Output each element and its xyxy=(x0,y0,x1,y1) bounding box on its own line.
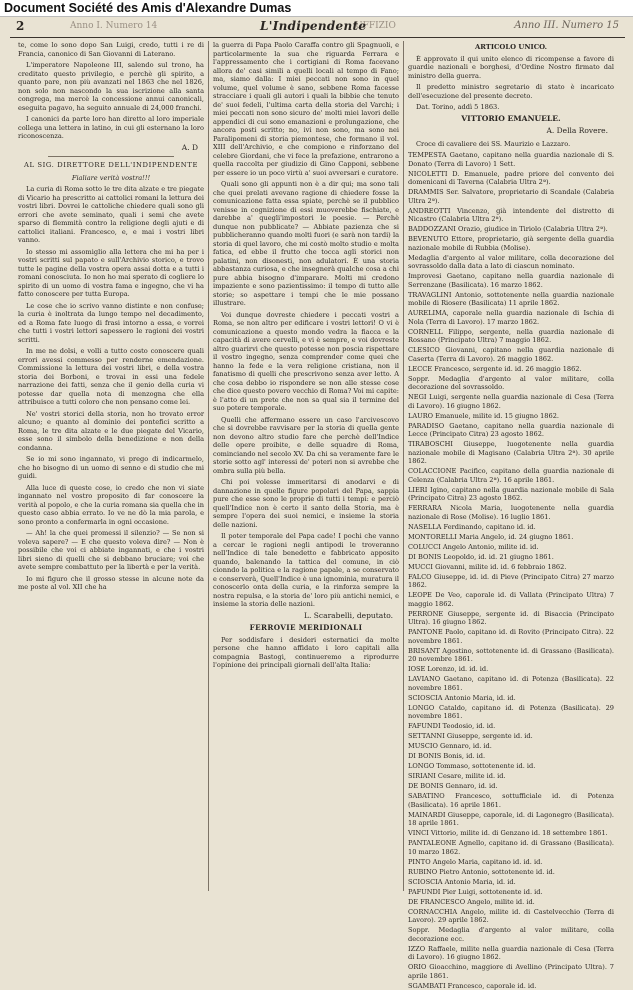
list-item: FAFUNDI Teodosio, id. id. xyxy=(408,722,614,731)
list-item: LONGO Cataldo, capitano id. di Potenza (Basilicata). 29 novembre 1861. xyxy=(408,704,614,721)
list-item: Soppr. Medaglia d'argento al valor militare, colla decorazione ecc. xyxy=(408,926,614,943)
list-item: ORIO Gioacchino, maggiore di Avellino (Principato Ultra). 7 aprile 1861. xyxy=(408,963,614,980)
list-item: LAVIANO Gaetano, capitano id. di Potenza (Basilicata). 22 novembre 1861. xyxy=(408,675,614,692)
list-item: CLESICO Giovanni, capitano nella guardia nazionale di Caserta (Terra di Lavoro). 26 maggio 1862. xyxy=(408,346,614,363)
paragraph: Dat. Torino, addì 5 1863. xyxy=(408,103,614,112)
column-rule xyxy=(403,41,404,891)
list-item: Improvesi Gaetano, capitano nella guardia nazionale di Serrenzane (Basilicata). 16 marzo 1862. xyxy=(408,272,614,289)
list-item: Medaglia d'argento al valor militare, colla decorazione del sovrassoldo dalla data a lato di ciascun nominato. xyxy=(408,254,614,271)
paragraph: In me ne dolsi, e volli a tutto costo conoscere quali errori avessi commesso per renderne emendazione. Commissione la lettura dei vostri libri, e della vostra storia dei Borboni, e trovai in essi una fedele narrazione dei fatti, senza che il genio della curia vi potesse dar quella nota di menzogna che ella attribuisce a tutti coloro che non pensano come lei. xyxy=(18,347,204,407)
countersignature: A. Della Rovere. xyxy=(408,127,608,136)
list-item: DRAMMIS Ser. Salvatore, proprietario di Scandale (Calabria Ultra 2ª). xyxy=(408,188,614,205)
list-item: DE FRANCESCO Angelo, milite id. id. xyxy=(408,898,614,907)
list-item: LONGO Tommaso, sottotenente id. id. xyxy=(408,762,614,771)
column-rule xyxy=(208,41,209,891)
paragraph: Chi poi volesse immeritarsi di anodarvi e di dannazione in quelle figure popolari del Papa, sappia pure che esse sono le proprie di tutti i tempi: e perciò quell'Indice non è certo il santo della Storia, ma è sempre l'opera dei suoi nemici, e insieme la storia delle nazioni. xyxy=(213,478,399,529)
list-item: NICOLETTI D. Emanuele, padre priore del convento dei domenicani di Taverna (Calabria Ultra 2ª). xyxy=(408,170,614,187)
issue-number: Anno III. Numero 15 xyxy=(514,20,619,31)
paragraph: te, come lo sono dopo San Luigi, credo, tutti i re di Francia, canonico di San Giovanni di Laterano. xyxy=(18,41,204,58)
list-item: IOSE Lorenzo, id. id. id. xyxy=(408,665,614,674)
section-heading-ferrovie: FERROVIE MERIDIONALI xyxy=(213,624,399,633)
list-item: BADDOZZANI Orazio, giudice in Tiriolo (Calabria Ultra 2ª). xyxy=(408,225,614,234)
paragraph: Il predetto ministro segretario di stato è incaricato dell'esecuzione del presente decreto. xyxy=(408,83,614,100)
bleed-through-stamp: UFFIZIO xyxy=(355,21,396,31)
list-item: BEVENUTO Ettore, proprietario, già sergente della guardia nazionale mobile di Rubbia (Molise). xyxy=(408,235,614,252)
list-item: IZZO Raffaele, milite nella guardia nazionale di Cesa (Terra di Lavoro). 16 giugno 1862. xyxy=(408,945,614,962)
newspaper-title: L'Indipendente xyxy=(260,19,366,33)
list-item: LAURO Emanuele, milite id. 15 giugno 1862. xyxy=(408,412,614,421)
separator xyxy=(48,156,174,157)
paragraph: Le cose che io scrivo vanno distinte e non confuse; la curia è inoltrata da lungo tempo nel decadimento, ed a Roma fate luogo di frasi intorno a essa, e vorrei che tutti i vostri lettori sapessero le ragioni dei vostri scritti. xyxy=(18,302,204,345)
list-item: VINCI Vittorio, milite id. di Genzano id. 18 settembre 1861. xyxy=(408,829,614,838)
watermark-header xyxy=(0,0,633,17)
letter-heading: AL SIG. DIRETTORE DELL'INDIPENDENTE xyxy=(18,161,204,170)
list-item: CORNACCHIA Angelo, milite id. di Castelvecchio (Terra di Lavoro). 29 aprile 1862. xyxy=(408,908,614,925)
list-item: FERRARA Nicola Maria, luogotenente nella guardia nazionale di Rose (Molise). 16 luglio 1861. xyxy=(408,504,614,521)
paragraph: La curia di Roma sotto le tre dita alzate e tre piegate di Vicario ha prescritto ai cattolici romani la lettura dei vostri libri. Dovrei le cattoliche chiedere quali sono gli errori che avete seminato, quali i semi che avete sparso di flemmità contro la religione degli ajuti e di cattolici italiani. Francesco, e, e mai i vostri libri vanno. xyxy=(18,185,204,245)
list-item: PARADISO Gaetano, capitano nella guardia nazionale di Lecce (Principato Citra) 23 agosto 1862. xyxy=(408,422,614,439)
letter-subheading: Fialiare verità vostra!!! xyxy=(18,174,204,183)
list-item: MUCCI Giovanni, milite id. id. 6 febbraio 1862. xyxy=(408,563,614,572)
column-3 xyxy=(408,41,614,896)
list-item: SGAMBATI Francesco, caporale id. id. xyxy=(408,982,614,990)
article-heading: ARTICOLO UNICO. xyxy=(408,43,614,52)
list-item: BRISANT Agostino, sottotenente id. di Grassano (Basilicata). 20 novembre 1861. xyxy=(408,647,614,664)
paragraph: L'imperatore Napoleone III, salendo sul trono, ha creditato questo privilegio, e perchè gli spirito, a quanto pare, non più avanzati nel 1863 che nel 1826, non solo non nascondo la sua iscrizione alla santa congrega, ma mercè la concessione annui canonicali, eseguita pagavo, ha seguito annuale di 24,000 franchi. xyxy=(18,61,204,112)
list-item: ANDREOTTI Vincenzo, già intendente del distretto di Nicastro (Calabria Ultra 2ª). xyxy=(408,207,614,224)
author-signature: L. Scarabelli, deputato. xyxy=(213,612,393,621)
list-item: SIRIANI Cesare, milite id. id. xyxy=(408,772,614,781)
list-item: MONTORELLI Maria Angelo, id. 24 giugno 1861. xyxy=(408,533,614,542)
watermark-text: Document Société des Amis d'Alexandre Dumas xyxy=(4,1,291,15)
list-item: DE BONIS Gennaro, id. id. xyxy=(408,782,614,791)
list-heading: Croce di cavaliere dei SS. Maurizio e Lazzaro. xyxy=(408,140,614,149)
newspaper-page xyxy=(0,17,633,900)
list-item: COLACCIONE Pacifico, capitano della guardia nazionale di Celenza (Calabria Ultra 2ª). 16 aprile 1861. xyxy=(408,467,614,484)
list-item: LIERI Igino, capitano nella guardia nazionale mobile di Sala (Principato Citra) 23 agosto 1862. xyxy=(408,486,614,503)
column-2 xyxy=(213,41,399,896)
list-item: CORNELL Filippo, sergente, nella guardia nazionale di Rossano (Principato Ultra) 7 maggio 1862. xyxy=(408,328,614,345)
paragraph: Ne' vostri storici della storia, non ho trovato error alcuno; e quanto al dominio dei pontefici scritto a Roma, le tre dita alzate e le due piegate del Vicario, esse sono il simbolo della benedizione e non della condanna. xyxy=(18,410,204,453)
list-item: RUBINO Pietro Antonio, sottotenente id. id. xyxy=(408,868,614,877)
list-item: NASELLA Ferdinando, capitano id. id. xyxy=(408,523,614,532)
list-item: FALCO Giuseppe, id. id. di Pieve (Principato Citra) 27 marzo 1862. xyxy=(408,573,614,590)
list-item: SABATINO Francesco, sottufficiale id. di Potenza (Basilicata). 16 aprile 1861. xyxy=(408,792,614,809)
list-item: TRAVAGLINI Antonio, sottotenente nella guardia nazionale mobile di Riosere (Basilicata) 11 aprile 1862. xyxy=(408,291,614,308)
decree-signature: VITTORIO EMANUELE. xyxy=(408,115,614,124)
paragraph: I canonici da parte loro han diretto al loro imperiale collega una lettera in latino, in cui gli esternano la loro riconoscenza. xyxy=(18,115,204,141)
list-item: LEOPE De Veo, caporale id. di Vallata (Principato Ultra) 7 maggio 1862. xyxy=(408,591,614,608)
list-item: SETTANNI Giuseppe, sergente id. id. xyxy=(408,732,614,741)
column-1 xyxy=(18,41,204,896)
list-item: MUSCIO Gennaro, id. id. xyxy=(408,742,614,751)
list-item: TEMPESTA Gaetano, capitano nella guardia nazionale di S. Donato (Terra di Lavoro) 1 Sett. xyxy=(408,151,614,168)
paragraph: — Ah! la che quei promessi il silenzio? — Se non si voleva sapere? — E che questo voleva dire? — Non è possibile che voi ci abbiate ingannati, e che i vostri libri sieno di quelli che si debbano bruciare; voi che avete sempre combattuto per la libertà e per la verità. xyxy=(18,529,204,572)
list-item: DI BONIS Bonis, id. id. xyxy=(408,752,614,761)
list-item: DI BONIS Leopoldo, id. id. 21 giugno 1861. xyxy=(408,553,614,562)
paragraph: Alla luce di queste cose, io credo che non vi siate ingannato nel vostro proposito di far conoscere la verità al popolo, e che la curia romana sia quella che in questo caso abbia errato. Io ve ne dò la mia parola, e sono pronto a confermarla in ogni occasione. xyxy=(18,484,204,527)
paragraph: Per soddisfare i desideri esternatici da molte persone che hanno affidato i loro capitali alla compagnia Bastogi, continueremo a riprodurre l'opinione dei principali giornali dell'alta Italia: xyxy=(213,636,399,670)
list-item: AURELIMA, caporale nella guardia nazionale di Ischia di Nola (Terra di Lavoro). 17 marzo 1862. xyxy=(408,309,614,326)
list-item: COLUCCI Angelo Antonio, milite id. id. xyxy=(408,543,614,552)
list-item: PANTONE Paolo, capitano id. di Rovito (Principato Citra). 22 novembre 1861. xyxy=(408,628,614,645)
honors-list xyxy=(408,151,614,990)
list-item: PAFUNDI Pier Luigi, sottotenente id. id. xyxy=(408,888,614,897)
list-item: PERRONE Giuseppe, sergente id. di Bisaccia (Principato Ultra). 16 giugno 1862. xyxy=(408,610,614,627)
author-signature: A. D xyxy=(18,144,198,153)
paragraph: Se io mi sono ingannato, vi prego di indicarmelo, che ho bisogno di un uomo di senno e di studio che mi guidi. xyxy=(18,455,204,481)
list-item: MAINARDI Giuseppe, caporale, id. di Lagonegro (Basilicata). 18 aprile 1861. xyxy=(408,811,614,828)
list-item: Soppr. Medaglia d'argento al valor militare, colla decorazione del sovrassoldo. xyxy=(408,375,614,392)
bleed-through-text: Anno I. Numero 14 xyxy=(70,21,157,31)
list-item: SCIOSCIA Antonio Maria, id. id. xyxy=(408,878,614,887)
list-item: LECCE Francesco, sergente id. id. 26 maggio 1862. xyxy=(408,365,614,374)
paragraph: la guerra di Papa Paolo Caraffa contro gli Spagnuoli, e particolarmente la sua che riguarda Ferrara e l'appressamento che i cortigiani di Roma facevano allora de' casi simili a quelli locali al tempo di Fano; ma, siamo dalla: I miei peccati non sono in quel volume, quel volume è sano, sebbene Roma facesse stracciare i quali gli autori i quali la bibbie che tenuto de' suoi fedeli, l'ultima carta della storia del Varchi; i miei peccati non sono sicuro de' molti miei lavori delle appendici di cui sono emanazioni e prolungazione, che ancora posti scritto; no, ivi non sono, ma sono nei Paralipomeni di storia piemontese, che formano il vol. XIII dell'Archivio, e che compiono e rinforzano del celebre Giordani, che vi fece la prefazione, entrarono a quella raccolta per giudizio di Gino Capponi, sebbene per essere io un poco virtù a' suoi avversari e curatore. xyxy=(213,41,399,177)
list-item: PANTALEONE Agnello, capitano id. di Grassano (Basilicata). 10 marzo 1862. xyxy=(408,839,614,856)
paragraph: Io stesso mi assomiglio alla lettera che mi ha per i vostri scritti sul papato e sull'Archivio storico, e trovo tutte le pagine della vostra opera assai dotta e a tutti i romani conosciuta. Io non ho mai sperato di cogliere lo spirito di un uomo di vostra fama e ingegno, che vi ha fatto conoscere per tutta Europa. xyxy=(18,248,204,299)
page-number: 2 xyxy=(16,19,24,33)
paragraph: È approvato il qui unito elenco di ricompense a favore di guardie nazionali e borghesi, d'Ordine Nostro firmato dal ministro della guerra. xyxy=(408,55,614,81)
paragraph: Quelli che affermano essere un caso l'arcivescovo che si dovrebbe ravvisare per la storia di quella gente non devono altro studio fare che perchè dell'Indice delle opere proibite, e delle squadre di Roma, cominciando nel secolo XV. Da chi sa veramente fare le storie sotto agl' interessi de' poteri non si avrebbe che ombra sulla più bella. xyxy=(213,416,399,476)
masthead xyxy=(10,19,625,38)
paragraph: Voi dunque dovreste chiedere i peccati vostri a Roma, se non altro per edificare i vostri lettori! O vi è comunicazione a questo mondo vedra la fiacca e la capacità di avere cervelli, e vi è sempre, e voi dovreste altro guarirvi che questo potesse non poscia rispettare il vostro ingegno, senza comprender come quei che hanno la fede e la vera religione cristiana, non il fanatismo di quelli che prescrivono senza aver letto. A che cosa debbo io rispondere se non alle stesse cose che dice questo povero vecchio di Roma? Voi mi capite: è l'atto di un prete che non sa qual sia il termine del suo potere temporale. xyxy=(213,311,399,413)
list-item: NEGI Luigi, sergente nella guardia nazionale di Cesa (Terra di Lavoro). 16 giugno 1862. xyxy=(408,393,614,410)
paragraph: Il poter temporale del Papa cade! I pochi che vanno a cercar le ragioni negli antipodi le troveranno nell'Indice di tale benedetto e fabbricato apposito quando, balenando la tattica del comune, in ciò cionndo la politica e la ragione papale, a se conservato e conserverà, Quell'Indice è una ignominia, muratura il conoscerlo onta della curia, e la rinforza sempre la nostra repulsa, e la storia de' loro più antichi nemici, e insieme la storia delle nazioni. xyxy=(213,532,399,609)
list-item: PINTO Angelo Maria, capitano id. id. id. xyxy=(408,858,614,867)
list-item: TIRABOSCHI Giuseppe, luogotenente nella guardia nazionale mobile di Magisano (Calabria Ultra 2ª). 30 aprile 1862. xyxy=(408,440,614,466)
paragraph: Io mi figuro che il grosso stesse in alcune note da me poste al vol. XII che ha xyxy=(18,575,204,592)
paragraph: Quali sono gli appunti non è a dir qui; ma sono tali che quei prelati avevano ragione di chiedere fosse la comunicazione fatta essa spiate, perchè se il pubblico venisse in cognizione di essi muoverebbe fischiate, e darebbe a' quegli'impostori le poesie. — Perchè dunque non pubblicate? — Abbiate pazienza che si pubblicheranno quando molti fuori (e sarà non tardi) la storia di quel lavoro, che mi costò molto studio e molta fatica, ed ebbe il frutto che tocca agli storici non palatini, non disonesti, non adulatori. È una storia abbastanza curiosa, e che insegnerà qualche cosa a chi pure abbia bisogno d'imparare. Molti mi credono impaziente e sono pazientissimo: il tempo di tutto alle storie; so aspettare i tempi che le mie possano illustrare. xyxy=(213,180,399,308)
list-item: SCIOSCIA Antonio Maria, id. id. xyxy=(408,694,614,703)
